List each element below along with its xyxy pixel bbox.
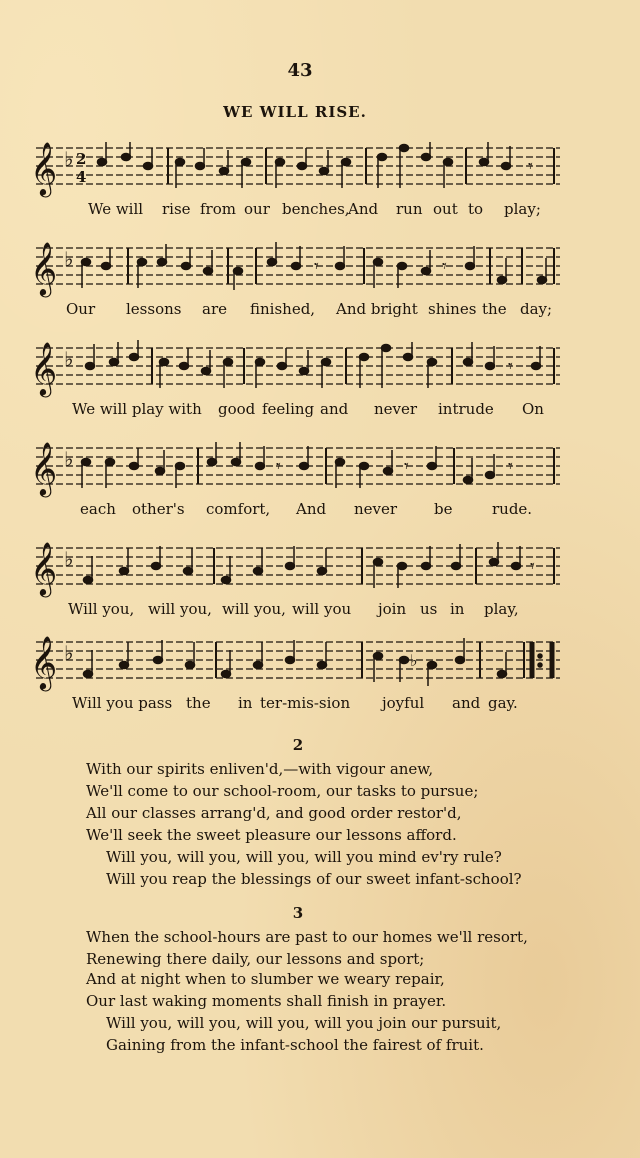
lyrics-line-2 xyxy=(28,300,588,322)
lyric-syllable: We will xyxy=(88,200,144,218)
verse-line: All our classes arrang'd, and good order restor'd, xyxy=(86,804,462,822)
lyric-syllable: other's xyxy=(132,500,185,518)
lyric-syllable: to xyxy=(468,200,484,218)
svg-text:♭: ♭ xyxy=(64,147,74,171)
lyrics-line-3 xyxy=(28,400,588,422)
lyric-syllable: and xyxy=(452,694,481,712)
lyric-syllable: in xyxy=(450,600,465,618)
lyric-syllable: And bright xyxy=(336,300,418,318)
lyric-syllable: On xyxy=(522,400,544,418)
svg-text:𝄞: 𝄞 xyxy=(30,635,58,689)
lyric-syllable: rude. xyxy=(492,500,533,518)
lyric-syllable: intrude xyxy=(438,400,494,418)
svg-text:♭: ♭ xyxy=(64,247,74,271)
time-signature: 2 xyxy=(76,150,87,168)
svg-text:4: 4 xyxy=(76,168,87,186)
svg-text:𝄾: 𝄾 xyxy=(442,256,447,277)
lyric-syllable: benches, xyxy=(282,200,350,218)
svg-text:𝄾: 𝄾 xyxy=(530,556,535,577)
lyric-syllable: out xyxy=(433,200,458,218)
svg-text:♭: ♭ xyxy=(64,447,74,471)
lyric-syllable: play, xyxy=(484,600,519,618)
svg-text:𝄞: 𝄞 xyxy=(30,441,58,495)
page-number: 43 xyxy=(287,60,313,81)
lyric-syllable: each xyxy=(80,500,116,518)
svg-text:𝄾: 𝄾 xyxy=(508,356,513,377)
svg-text:𝄞: 𝄞 xyxy=(30,541,58,595)
verse-line: With our spirits enliven'd,—with vigour anew, xyxy=(86,760,434,778)
lyric-syllable: joyful xyxy=(382,694,425,712)
verse-line: Gaining from the infant-school the fairest of fruit. xyxy=(106,1036,484,1054)
lyric-syllable: good xyxy=(218,400,256,418)
lyric-syllable: And xyxy=(348,200,379,218)
verse-line: We'll come to our school-room, our tasks to pursue; xyxy=(86,782,479,800)
verse-line: Will you, will you, will you, will you mind ev'ry rule? xyxy=(106,848,502,866)
lyric-syllable: never xyxy=(374,400,418,418)
lyric-syllable: are xyxy=(202,300,227,318)
svg-text:𝄞: 𝄞 xyxy=(30,141,58,195)
lyric-syllable: will you, xyxy=(148,600,212,618)
verse-line: And at night when to slumber we weary repair, xyxy=(86,970,445,988)
music-system-6 xyxy=(28,634,568,712)
svg-text:♭: ♭ xyxy=(64,347,74,371)
lyric-syllable: lessons xyxy=(126,300,182,318)
lyric-syllable: day; xyxy=(520,300,553,318)
svg-text:𝄾: 𝄾 xyxy=(276,456,281,477)
song-title: WE WILL RISE. xyxy=(223,103,367,121)
lyric-syllable: gay. xyxy=(488,694,518,712)
verse-number: 2 xyxy=(292,736,304,754)
svg-text:♭: ♭ xyxy=(64,641,74,665)
staff-notation xyxy=(28,440,568,500)
lyric-syllable: and xyxy=(320,400,349,418)
lyric-syllable: from xyxy=(200,200,236,218)
lyric-syllable: ter-mis-sion xyxy=(260,694,351,712)
lyric-syllable: play; xyxy=(504,200,541,218)
lyrics-line-5 xyxy=(28,600,588,622)
svg-text:♭: ♭ xyxy=(64,547,74,571)
lyric-syllable: the xyxy=(186,694,211,712)
lyrics-line-6 xyxy=(28,694,588,716)
lyric-syllable: comfort, xyxy=(206,500,271,518)
lyric-syllable: run xyxy=(396,200,423,218)
staff-notation xyxy=(28,340,568,400)
lyric-syllable: will you xyxy=(292,600,352,618)
staff-notation xyxy=(28,634,568,694)
staff-notation xyxy=(28,540,568,600)
lyric-syllable: our xyxy=(244,200,270,218)
lyric-syllable: We will play with xyxy=(72,400,202,418)
verse-line: We'll seek the sweet pleasure our lessons afford. xyxy=(86,826,457,844)
lyric-syllable: the xyxy=(482,300,507,318)
lyric-syllable: will you, xyxy=(222,600,286,618)
music-system-1 xyxy=(28,140,568,218)
lyric-syllable: And xyxy=(296,500,327,518)
svg-text:𝄾: 𝄾 xyxy=(404,456,409,477)
svg-text:𝄾: 𝄾 xyxy=(314,256,319,277)
lyric-syllable: never xyxy=(354,500,398,518)
svg-text:𝄾: 𝄾 xyxy=(528,156,533,177)
lyrics-line-1 xyxy=(28,200,588,222)
verse-line: Our last waking moments shall finish in prayer. xyxy=(86,992,447,1010)
verse-line: When the school-hours are past to our homes we'll resort, xyxy=(86,928,528,946)
lyrics-line-4 xyxy=(28,500,588,522)
music-system-4 xyxy=(28,440,568,518)
svg-text:𝄞: 𝄞 xyxy=(30,341,58,395)
verse-line: Renewing there daily, our lessons and sport; xyxy=(86,950,425,968)
svg-text:♭: ♭ xyxy=(410,651,418,670)
music-system-2 xyxy=(28,240,568,318)
lyric-syllable: be xyxy=(434,500,453,518)
lyric-syllable: Will you, xyxy=(68,600,135,618)
music-system-3 xyxy=(28,340,568,418)
lyric-syllable: finished, xyxy=(250,300,316,318)
lyric-syllable: shines xyxy=(428,300,477,318)
lyric-syllable: in xyxy=(238,694,253,712)
svg-text:𝄾: 𝄾 xyxy=(508,456,513,477)
staff-notation xyxy=(28,240,568,300)
lyric-syllable: Will you pass xyxy=(72,694,173,712)
svg-text:𝄞: 𝄞 xyxy=(30,241,58,295)
music-system-5 xyxy=(28,540,568,618)
verse-line: Will you reap the blessings of our sweet infant-school? xyxy=(106,870,522,888)
lyric-syllable: us xyxy=(420,600,438,618)
staff-notation xyxy=(28,140,568,200)
lyric-syllable: join xyxy=(378,600,407,618)
verse-number: 3 xyxy=(292,904,304,922)
verse-line: Will you, will you, will you, will you join our pursuit, xyxy=(106,1014,502,1032)
lyric-syllable: rise xyxy=(162,200,191,218)
lyric-syllable: Our xyxy=(66,300,96,318)
lyric-syllable: feeling xyxy=(262,400,315,418)
